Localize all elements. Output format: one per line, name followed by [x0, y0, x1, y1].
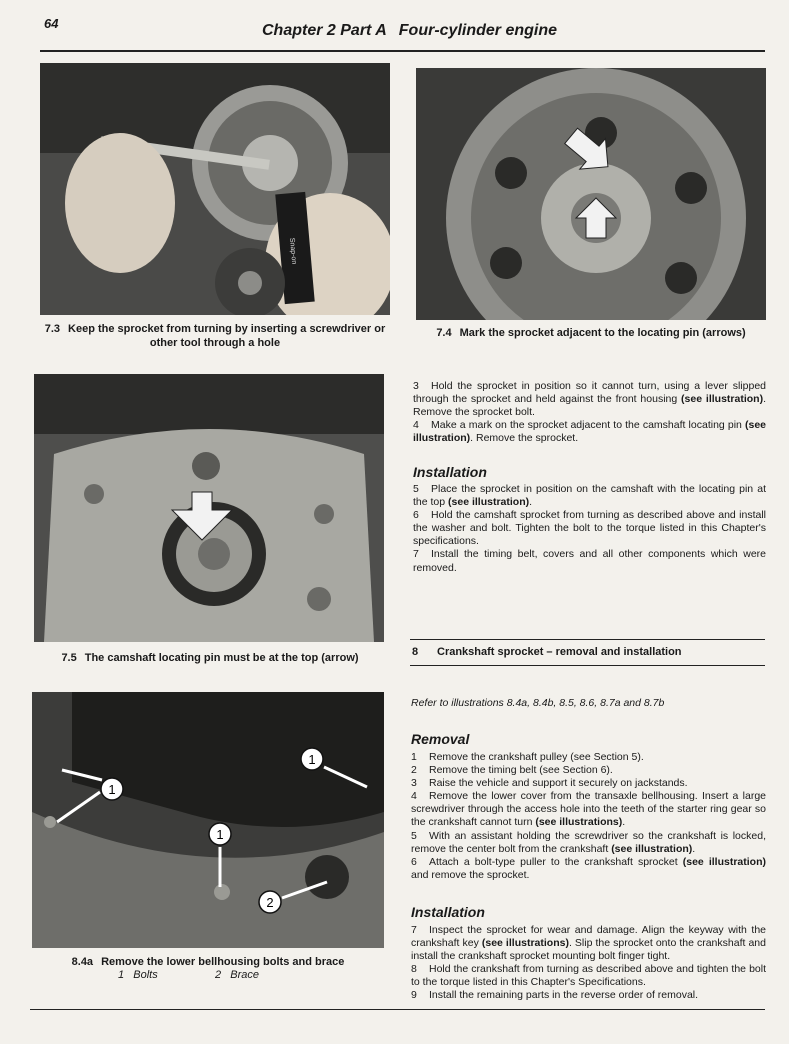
- svg-text:2: 2: [266, 895, 274, 910]
- step-r3: 3 Raise the vehicle and support it securely on jackstands.: [411, 777, 688, 790]
- photo-8-4a: [32, 692, 384, 948]
- paragraph-3: 3 Hold the sprocket in position so it cannot turn, using a lever slipped through the sprocket and held against the front housing (see illustration). Remove the sprocket bolt.: [413, 380, 766, 419]
- paragraph-4: 4 Make a mark on the sprocket adjacent to the camshaft locating pin (see illustration). Remove the sprocket.: [413, 419, 766, 445]
- chapter-title: Four-cylinder engine: [398, 22, 558, 39]
- step-r2: 2 Remove the timing belt (see Section 6).: [411, 764, 613, 777]
- step-r1: 1 Remove the crankshaft pulley (see Section 5).: [411, 751, 644, 763]
- callout-1-center: [209, 823, 231, 845]
- tool-label: Snap-on: [288, 237, 298, 265]
- callout-1-right: [301, 748, 323, 770]
- refer-illustrations: Refer to illustrations 8.4a, 8.4b, 8.5, 8.6, 8.7a and 8.7b: [411, 697, 665, 709]
- heading-installation-1: Installation: [413, 464, 487, 480]
- step-r4: 4 Remove the lower cover from the transaxle bellhousing. Insert a large screwdriver through the access hole into the teeth of the starter ring gear so the crankshaft cannot turn (see illustrations).: [411, 790, 766, 829]
- step-r5: 5 With an assistant holding the screwdriver so the crankshaft is locked, remove the center bolt from the crankshaft (see illustration).: [411, 829, 766, 855]
- photo-7-5: [34, 374, 384, 642]
- svg-text:1: 1: [108, 782, 116, 797]
- legend-brace: 2 Brace: [215, 969, 260, 981]
- caption-number: 7.4: [436, 327, 452, 339]
- step-i9: 9 Install the remaining parts in the reverse order of removal.: [411, 989, 699, 1002]
- heading-installation-2: Installation: [411, 904, 485, 920]
- svg-text:1: 1: [308, 752, 316, 767]
- header-rule: [40, 50, 765, 52]
- heading-removal: Removal: [411, 731, 470, 747]
- step-i7: 7 Inspect the sprocket for wear and damage. Align the keyway with the crankshaft key (see illustrations). Slip the sprocket onto the crankshaft and install the crankshaft sprocket mounting bolt finger tight.: [411, 924, 766, 963]
- text-col-top: [413, 380, 766, 445]
- section-8-title: Crankshaft sprocket – removal and installation: [437, 646, 682, 658]
- step-i8: 8 Hold the crankshaft from turning as described above and tighten the bolt to the torque listed in this Chapter's Specifications.: [411, 963, 766, 989]
- caption-number: 7.3: [44, 323, 61, 335]
- caption-7-5: [34, 651, 386, 665]
- caption-number: 7.5: [61, 652, 77, 664]
- callout-1-left: [101, 778, 123, 800]
- footer-rule: [30, 1009, 765, 1010]
- text-installation: [411, 924, 766, 1003]
- section-8-number: 8: [412, 646, 419, 658]
- caption-7-3: [36, 322, 394, 350]
- section-rule-top: [410, 639, 765, 640]
- caption-text: The camshaft locating pin must be at the top (arrow): [84, 652, 359, 664]
- page-header: [262, 22, 557, 40]
- paragraph-7: 7 Install the timing belt, covers and all other components which were removed.: [413, 548, 766, 574]
- svg-text:1: 1: [216, 827, 224, 842]
- step-r6: 6 Attach a bolt-type puller to the crankshaft sprocket (see illustration) and remove the sprocket.: [411, 855, 767, 881]
- paragraph-5: 5 Place the sprocket in position on the camshaft with the locating pin at the top (see illustration).: [413, 483, 766, 509]
- legend-bolts: 1 Bolts: [118, 969, 158, 981]
- page-number: 64: [44, 16, 59, 31]
- text-col-install: [413, 483, 766, 575]
- callout-2: [259, 891, 281, 913]
- photo-7-3: [40, 63, 390, 315]
- section-rule-bottom: [410, 665, 765, 666]
- caption-text: Remove the lower bellhousing bolts and brace: [101, 956, 345, 968]
- chapter-label: Chapter 2 Part A: [262, 22, 387, 39]
- caption-text: Keep the sprocket from turning by inserting a screwdriver or other tool through a hole: [68, 323, 386, 349]
- caption-7-4: [416, 326, 766, 340]
- caption-number: 8.4a: [71, 956, 94, 968]
- photo-7-4: [416, 68, 766, 320]
- text-removal: [411, 751, 766, 882]
- caption-text: Mark the sprocket adjacent to the locating pin (arrows): [459, 327, 746, 339]
- caption-8-4a: [32, 955, 384, 969]
- paragraph-6: 6 Hold the camshaft sprocket from turning as described above and install the washer and bolt. Tighten the bolt to the torque listed in this Chapter's specifications.: [413, 509, 766, 548]
